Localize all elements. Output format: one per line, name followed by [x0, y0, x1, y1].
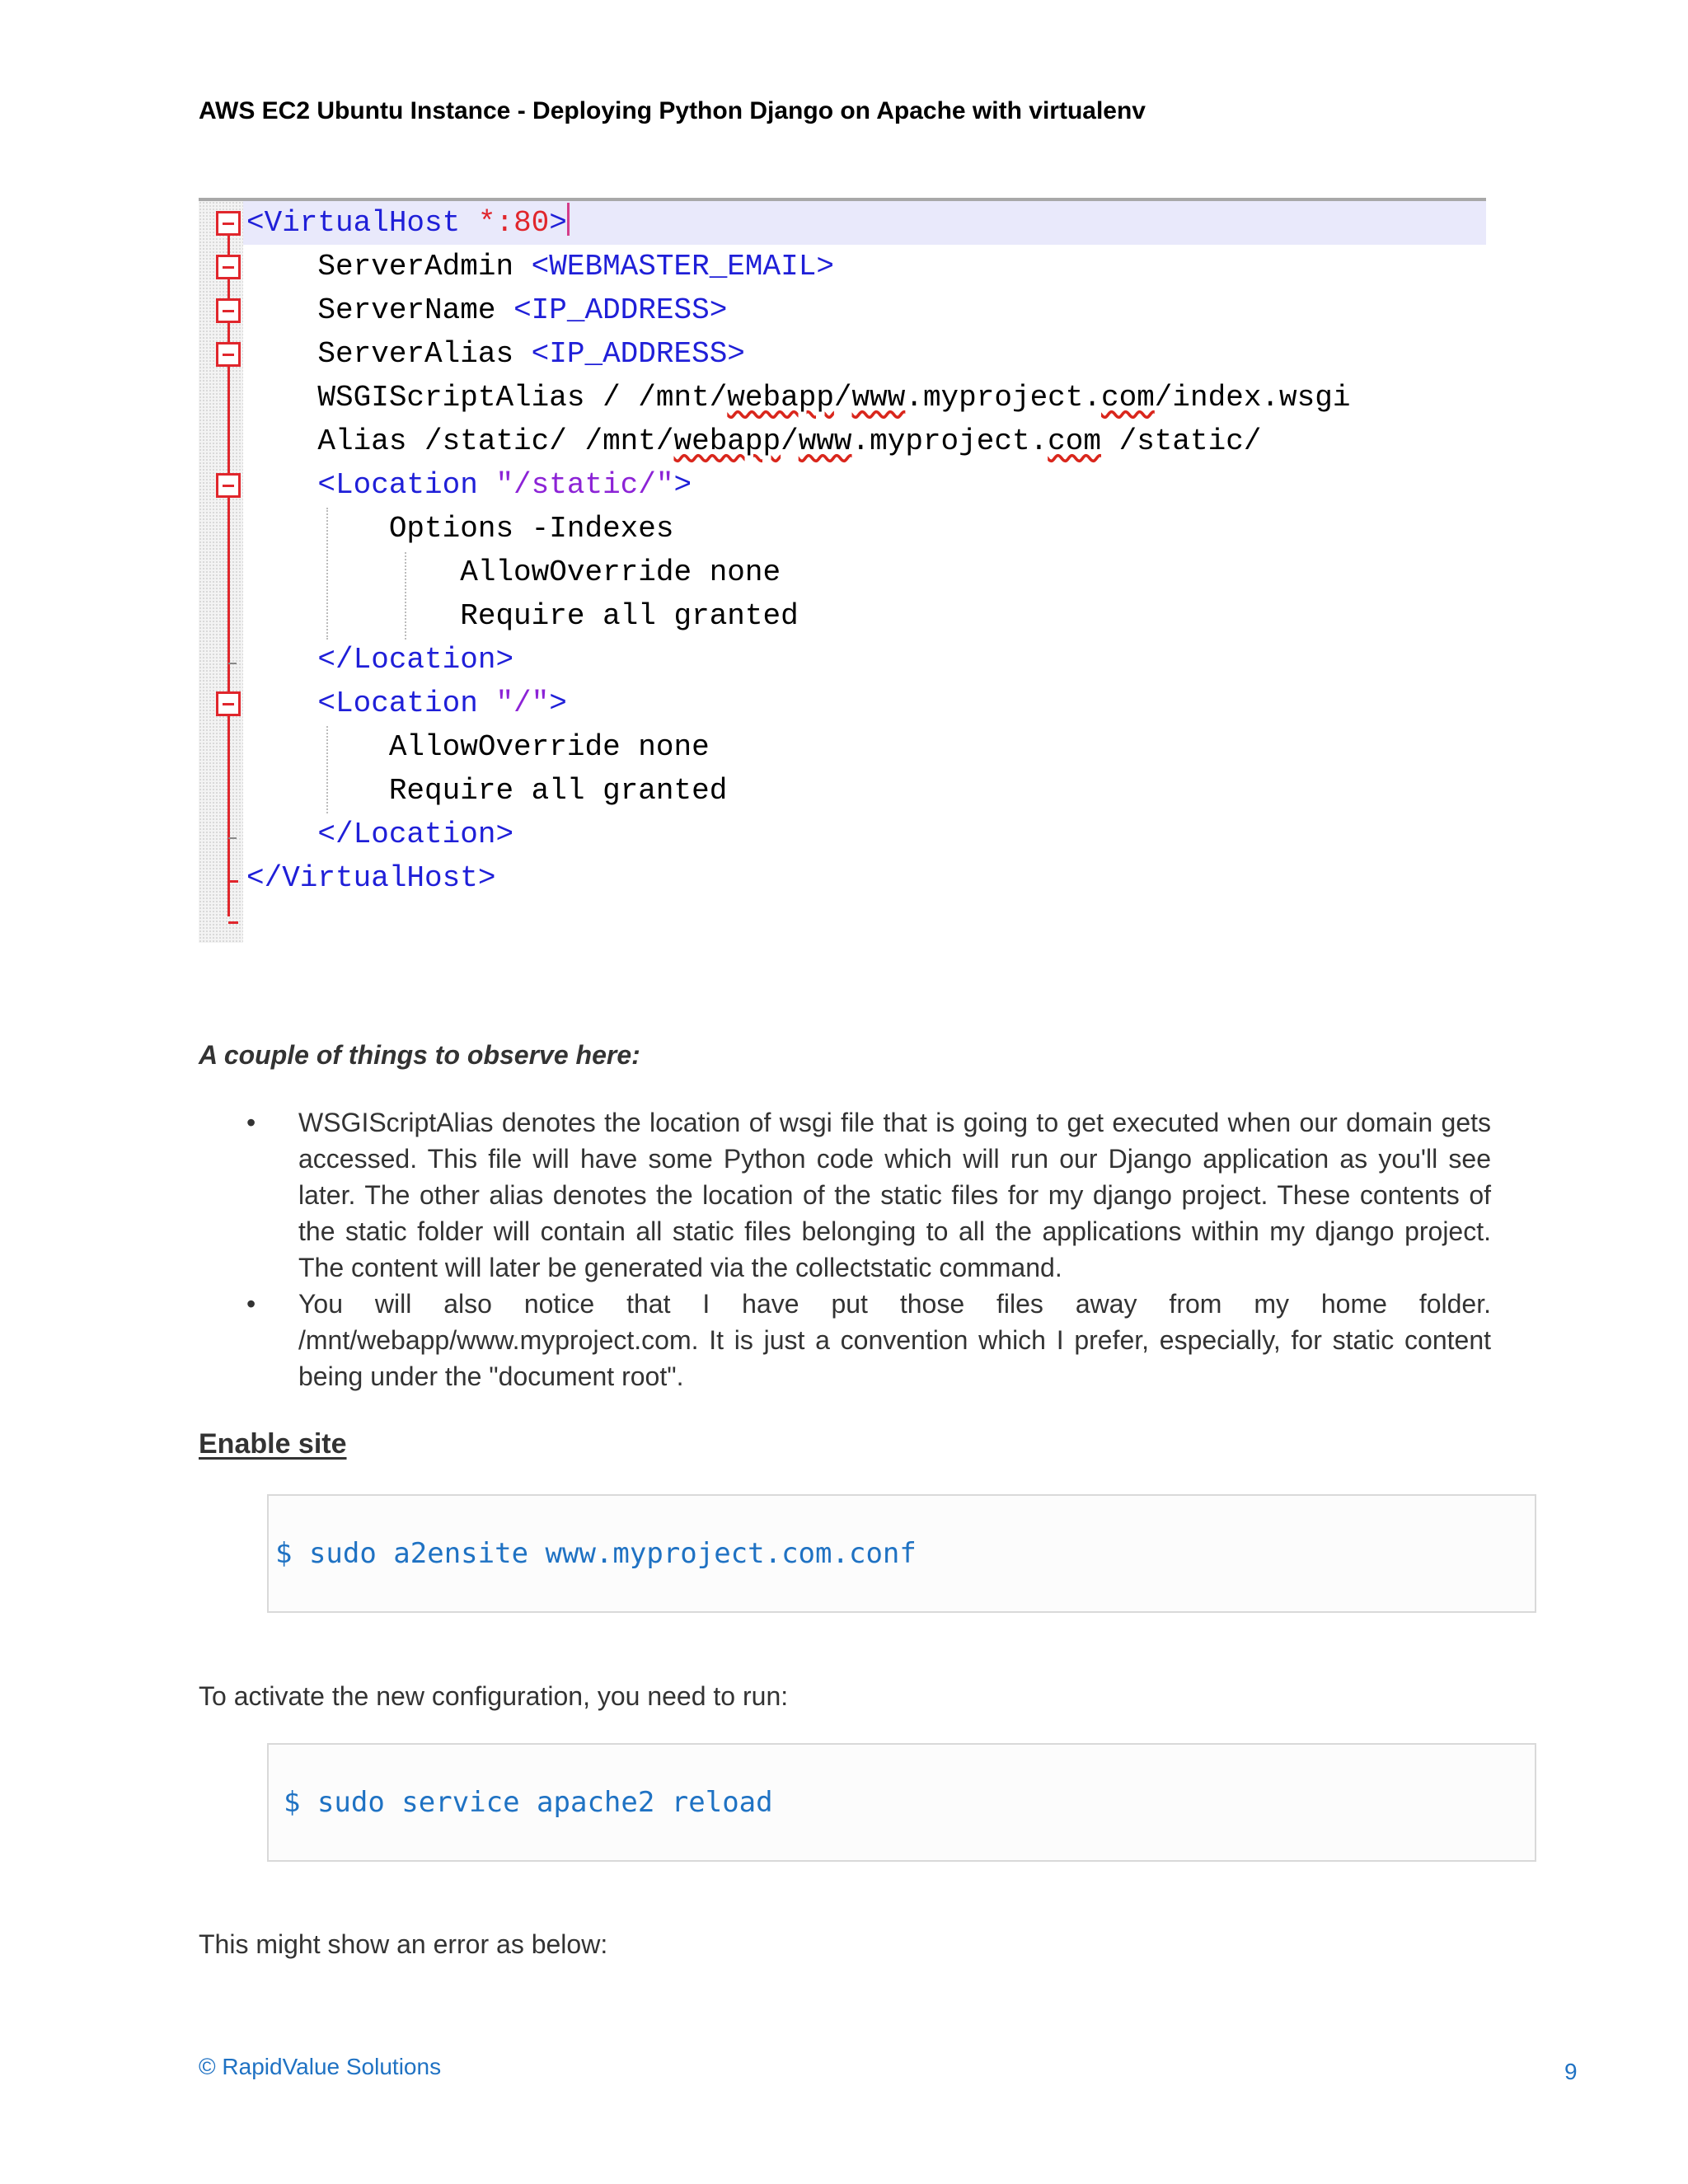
fold-toggle-icon: [216, 211, 241, 236]
fold-toggle-icon: [216, 473, 241, 498]
text-cursor: [567, 203, 570, 236]
code-line-6: Alias /static/ /mnt/webapp/www.myproject.com /static/: [246, 424, 1262, 458]
fold-toggle-icon: [216, 255, 241, 279]
fold-toggle-icon: [216, 691, 241, 716]
enable-site-code-block: [267, 1494, 1536, 1613]
code-line-3: ServerName <IP_ADDRESS>: [246, 293, 728, 327]
code-line-14: Require all granted: [246, 774, 728, 808]
fold-end-marker: [228, 837, 237, 839]
code-line-1: <VirtualHost *:80>: [246, 201, 570, 245]
code-line-10: Require all granted: [246, 599, 799, 633]
code-line-13: AllowOverride none: [246, 730, 710, 764]
code-line-2: ServerAdmin <WEBMASTER_EMAIL>: [246, 250, 834, 284]
enable-site-heading: Enable site: [199, 1428, 347, 1460]
error-note-paragraph: This might show an error as below:: [199, 1929, 608, 1959]
list-item: • WSGIScriptAlias denotes the location of wsgi file that is going to get executed when our domain gets accessed. This file will have some Python code which will run our Django application as you'll see later. The other alias denotes the location of the static files for my django project. These contents of the static folder will contain all static files belonging to all the applications within my django project. The content will later be generated via the collectstatic command.: [241, 1104, 1491, 1286]
code-line-4: ServerAlias <IP_ADDRESS>: [246, 337, 745, 371]
list-item: • You will also notice that I have put those files away from my home folder. /mnt/webapp/www.myproject.com. It is just a convention which I prefer, especially, for static content being under the "document root".: [241, 1286, 1491, 1394]
fold-end-marker: [228, 921, 238, 924]
fold-toggle-icon: [216, 342, 241, 367]
code-line-8: Options -Indexes: [246, 512, 674, 546]
fold-line: [227, 223, 230, 916]
code-line-7: <Location "/static/">: [246, 468, 692, 502]
code-line-12: <Location "/">: [246, 687, 567, 720]
enable-site-command: $ sudo a2ensite www.myproject.com.conf: [275, 1537, 917, 1570]
observe-bullet-list: [241, 1104, 1491, 1394]
page-number: 9: [1564, 2059, 1578, 2084]
fold-toggle-icon: [216, 298, 241, 323]
code-line-15: </Location>: [246, 818, 514, 851]
code-line-16: </VirtualHost>: [246, 861, 496, 895]
fold-end-marker: [228, 880, 238, 883]
reload-command: $ sudo service apache2 reload: [284, 1786, 773, 1819]
reload-code-block: [267, 1743, 1536, 1862]
activate-paragraph: To activate the new configuration, you need to run:: [199, 1681, 789, 1711]
footer-company: © RapidValue Solutions: [199, 2054, 442, 2079]
code-line-11: </Location>: [246, 643, 514, 677]
observe-heading: A couple of things to observe here:: [199, 1040, 640, 1070]
code-screenshot: [199, 198, 1486, 943]
fold-end-marker: [228, 663, 237, 664]
code-line-9: AllowOverride none: [246, 555, 781, 589]
page-header-title: AWS EC2 Ubuntu Instance - Deploying Python Django on Apache with virtualenv: [199, 97, 1146, 124]
code-line-5: WSGIScriptAlias / /mnt/webapp/www.myproject.com/index.wsgi: [246, 381, 1351, 415]
